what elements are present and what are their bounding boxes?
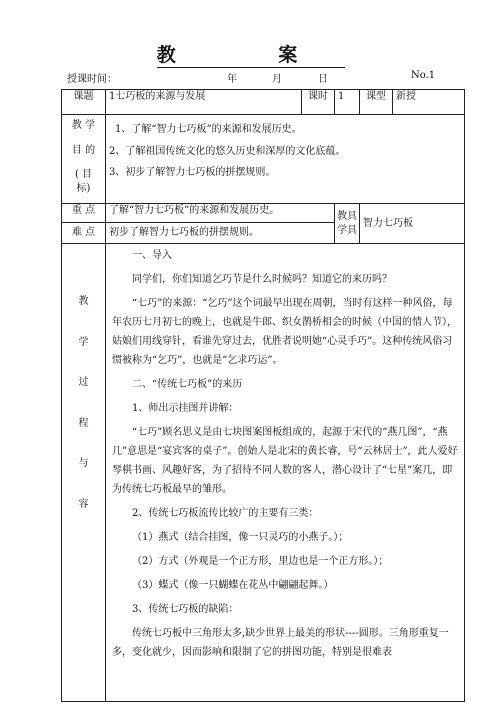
hours-value: 1 (335, 90, 360, 115)
process-label-char: 学 (78, 336, 89, 348)
year-label: 年 (227, 74, 237, 85)
content-paragraph: “七巧”顾名思义是由七块图案图板组成的，起源于宋代的“燕几图”，“燕几”意思是“宴宾客的桌子”。创始人是北宋的黄长睿，号“云林居士”，此人爱好琴棋书画、风趣好客，为了招待不同人数的客人，潜心设计了“七星”案几，即为传统七巧板最早的雏形。 (112, 427, 458, 495)
topic-label: 课题 (62, 90, 106, 115)
key-point-row (62, 204, 465, 223)
difficulty-value: 初步了解智力七巧板的拼摆规则。 (106, 223, 335, 244)
goals-label-line: 教 学 (71, 120, 96, 131)
content-paragraph: 2、传统七巧板流传比较广的主要有三类： (132, 508, 319, 519)
difficulty-label: 难 点 (62, 223, 106, 244)
content-paragraph: 3、传统七巧板的缺陷： (132, 604, 239, 615)
month-label: 月 (272, 74, 282, 85)
goal-item: 2、了解祖国传统文化的悠久历史和深厚的文化底蕴。 (109, 145, 346, 157)
content-paragraph: 1、师出示挂图并讲解： (132, 403, 239, 414)
lesson-type-value: 新授 (393, 90, 465, 115)
process-label-char: 与 (78, 458, 89, 469)
section-heading: 二、“传统七巧板”的来历 (132, 379, 243, 390)
list-item: （3）蝶式（像一只蝴蝶在花丛中翩翩起舞。） (132, 580, 334, 591)
process-content (106, 244, 465, 702)
teaching-tools-label: 教具学具 (335, 204, 360, 244)
goals-label-line: 目 的 (71, 144, 96, 156)
list-item: （1）燕式（结合挂图，像一只灵巧的小燕子。）； (132, 532, 349, 543)
key-point-label: 重 点 (62, 204, 106, 223)
document-title-text: 教 案 (156, 44, 346, 66)
process-label-char: 教 (78, 296, 89, 307)
goal-item: 3、初步了解智力七巧板的拼摆规则。 (109, 167, 276, 178)
content-paragraph: 传统七巧板中三角形太多,缺少世界上最美的形状----圆形。三角形重复一多，变化就少，因而影响和限制了它的拼图功能，特别是很难表 (112, 628, 449, 658)
process-row (62, 244, 465, 702)
list-item: （2）方式（外观是一个正方形，里边也是一个正方形。）； (132, 556, 389, 567)
hours-label: 课时 (302, 90, 335, 115)
teaching-time-label: 授课时间： (67, 74, 117, 85)
key-point-value: 了解“智力七巧板”的来源和发展历史。 (106, 204, 335, 223)
day-label: 日 (318, 74, 328, 85)
document-title (0, 40, 502, 67)
goals-label-line: 标) (76, 182, 91, 194)
process-label (62, 244, 106, 702)
lesson-type-label: 课型 (360, 90, 393, 115)
teaching-tools-value: 智力七巧板 (360, 204, 465, 244)
goals-label-line: ( 目 (74, 169, 93, 180)
content-paragraph: “七巧”的来源：“乞巧”这个词最早出现在周朝，当时有这样一种风俗，每年农历七月初七的晚上，也就是牛郎、织女鹊桥相会的时候（中国的情人节），姑娘们用线穿针，看谁先穿过去，优胜者说明她“心灵手巧”。这种传统风俗习惯被称为“乞巧”，也就是“乞求巧运”。 (112, 298, 457, 366)
goals-content (106, 115, 465, 204)
goal-item: 1、了解“智力七巧板”的来源和发展历史。 (115, 124, 302, 135)
content-paragraph: 同学们，你们知道乞巧节是什么时候吗？知道它的来历吗？ (132, 274, 392, 285)
lesson-number: No.1 (411, 70, 436, 81)
process-label-char: 程 (78, 417, 89, 429)
goals-row (62, 115, 465, 204)
topic-row (62, 90, 465, 115)
process-label-char: 过 (78, 377, 89, 388)
lesson-plan-table (61, 89, 465, 702)
process-label-char: 容 (78, 498, 89, 510)
topic-value: 1七巧板的来源与发展 (106, 90, 302, 115)
goals-label (62, 115, 106, 204)
section-heading: 一、导入 (132, 250, 172, 261)
